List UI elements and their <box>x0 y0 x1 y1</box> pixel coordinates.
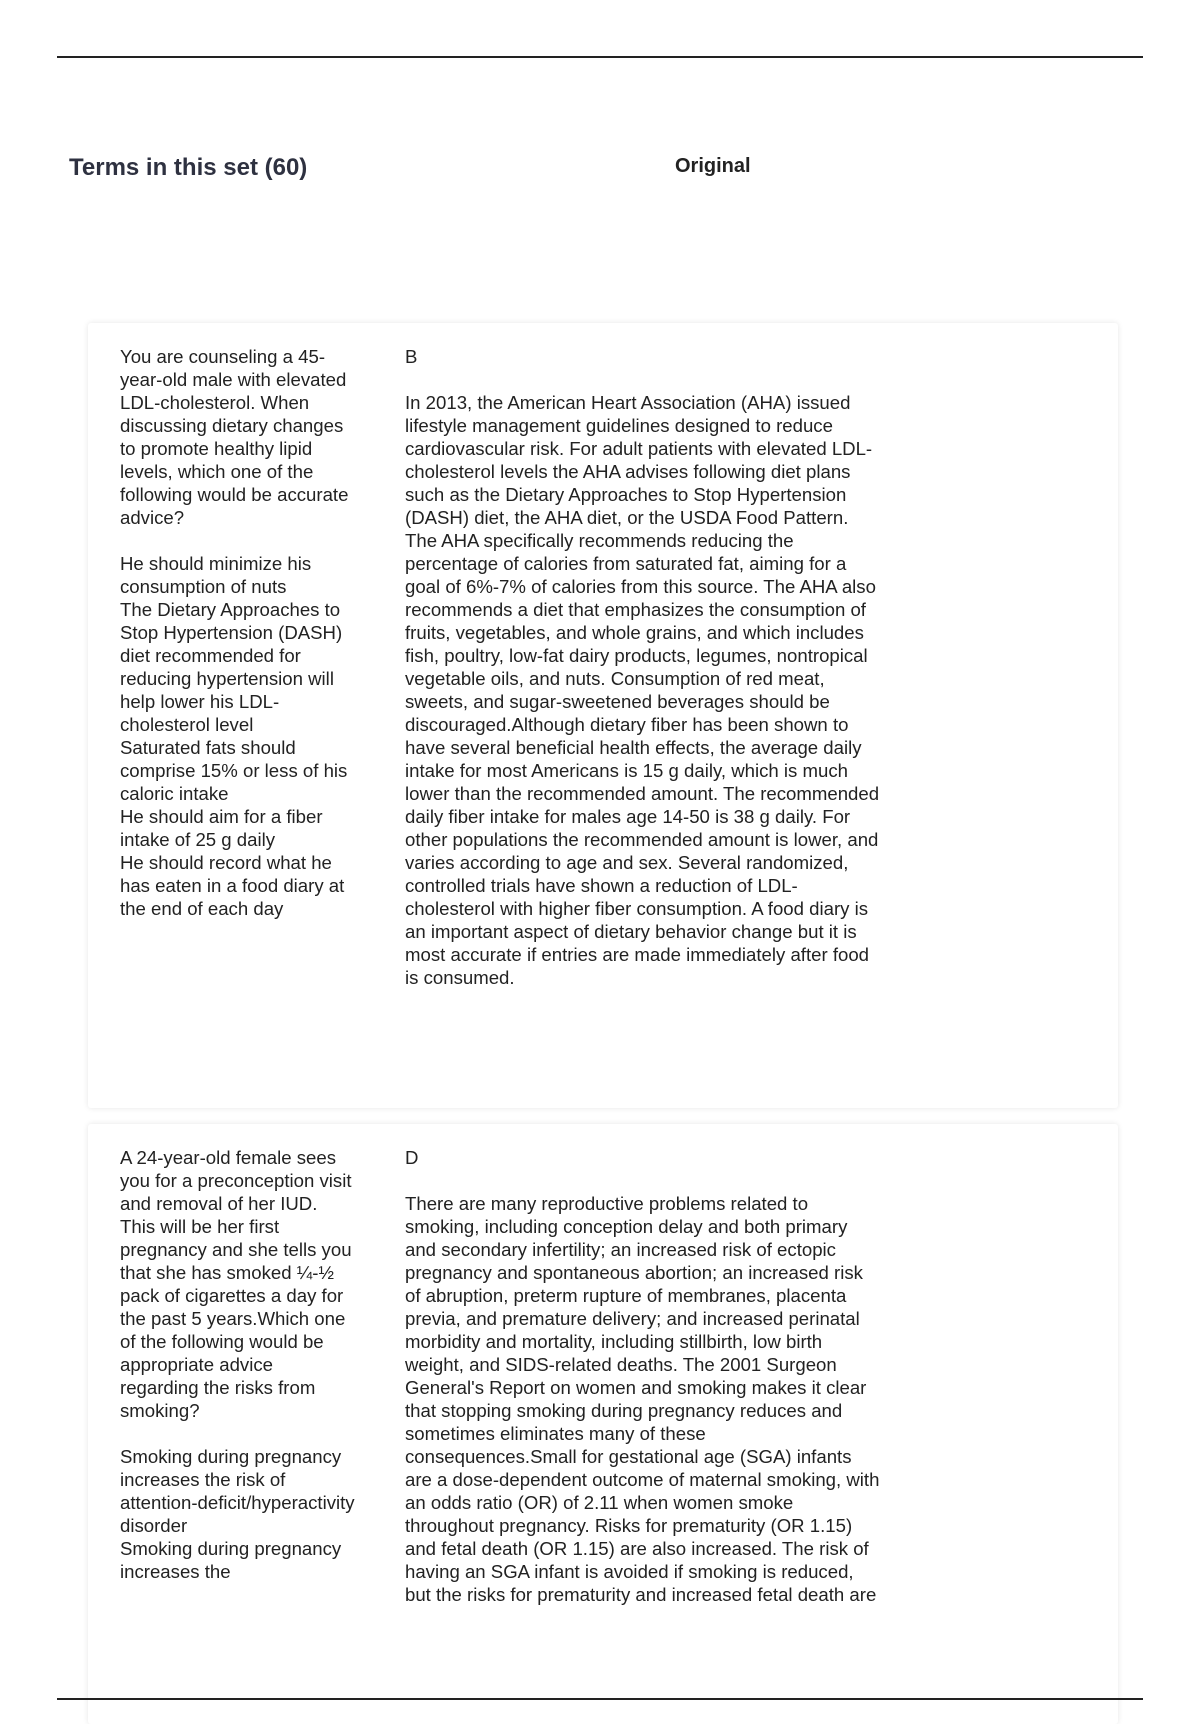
card-answer: D <box>405 1147 419 1168</box>
card-term: A 24-year-old female sees you for a preconception visit and removal of her IUD. This will be her first pregnancy and she tells you that she has smoked ¼-½ pack of cigarettes a day for the past 5 years.Which one of the following would be appropriate advice regarding the risks from smoking? Smoking during pregnancy increases the risk of attention-deficit/hyperactivity disorder Smoking during pregnancy increases the <box>120 1147 355 1582</box>
flashcard <box>88 1124 1118 1724</box>
card-explanation: There are many reproductive problems related to smoking, including conception delay and both primary and secondary infertility; an increased risk of ectopic pregnancy and spontaneous abortion; an increased risk of abruption, preterm rupture of membranes, placenta previa, and premature delivery; and increased perinatal morbidity and mortality, including stillbirth, low birth weight, and SIDS-related deaths. The 2001 Surgeon General's Report on women and smoking makes it clear that stopping smoking during pregnancy reduces and sometimes eliminates many of these consequences.Small for gestational age (SGA) infants are a dose-dependent outcome of maternal smoking, with an odds ratio (OR) of 2.11 when women smoke throughout pregnancy. Risks for prematurity (OR 1.15) and fetal death (OR 1.15) are also increased. The risk of having an SGA infant is avoided if smoking is reduced, but the risks for prematurity and increased fetal death are <box>405 1193 880 1605</box>
card-definition <box>405 1146 880 1606</box>
card-explanation: In 2013, the American Heart Association (AHA) issued lifestyle management guidelines designed to reduce cardiovascular risk. For adult patients with elevated LDL-cholesterol levels the AHA advises following diet plans such as the Dietary Approaches to Stop Hypertension (DASH) diet, the AHA diet, or the USDA Food Pattern. The AHA specifically recommends reducing the percentage of calories from saturated fat, aiming for a goal of 6%-7% of calories from this source. The AHA also recommends a diet that emphasizes the consumption of fruits, vegetables, and whole grains, and which includes fish, poultry, low-fat dairy products, legumes, nontropical vegetable oils, and nuts. Consumption of red meat, sweets, and sugar-sweetened beverages should be discouraged.Although dietary fiber has been shown to have several beneficial health effects, the average daily intake for most Americans is 15 g daily, which is much lower than the recommended amount. The recommended daily fiber intake for males age 14-50 is 38 g daily. For other populations the recommended amount is lower, and varies according to age and sex. Several randomized, controlled trials have shown a reduction of LDL-cholesterol with higher fiber consumption. A food diary is an important aspect of dietary behavior change but it is most accurate if entries are made immediately after food is consumed. <box>405 392 880 988</box>
card-term: You are counseling a 45-year-old male with elevated LDL-cholesterol. When discussing dietary changes to promote healthy lipid levels, which one of the following would be accurate advice? He should minimize his consumption of nuts The Dietary Approaches to Stop Hypertension (DASH) diet recommended for reducing hypertension will help lower his LDL-cholesterol level Saturated fats should comprise 15% or less of his caloric intake He should aim for a fiber intake of 25 g daily He should record what he has eaten in a food diary at the end of each day <box>120 346 349 919</box>
column-label: Original <box>675 155 751 177</box>
set-title: Terms in this set (60) <box>69 154 308 181</box>
card-definition <box>405 345 880 989</box>
top-divider <box>57 56 1143 58</box>
flashcard <box>88 323 1118 1108</box>
card-answer: B <box>405 346 418 367</box>
